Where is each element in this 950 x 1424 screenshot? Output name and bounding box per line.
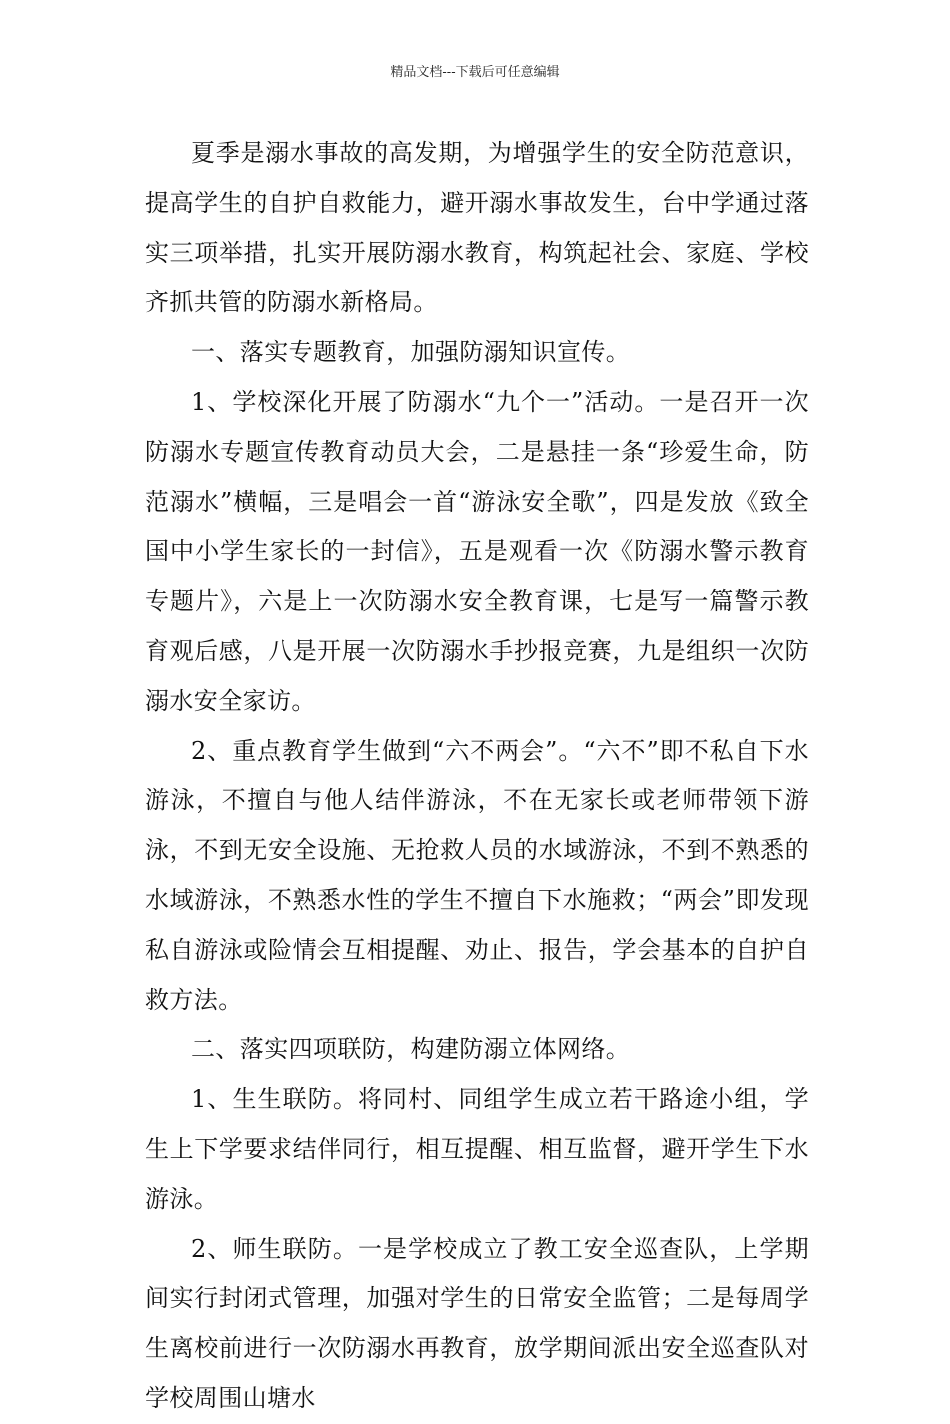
paragraph-2-2: 2、师生联防。一是学校成立了教工安全巡查队，上学期间实行封闭式管理，加强对学生的日常安全监管；二是每周学生离校前进行一次防溺水再教育，放学期间派出安全巡查队对学校周围山塘水: [145, 1234, 809, 1412]
paragraph-1-1: 1、学校深化开展了防溺水“九个一”活动。一是召开一次防溺水专题宣传教育动员大会，二是悬挂一条“珍爱生命，防范溺水”横幅，三是唱会一首“游泳安全歌”，四是发放《致全国中小学生家长的一封信》，五是观看一次《防溺水警示教育专题片》，六是上一次防溺水安全教育课，七是写一篇警示教育观后感，八是开展一次防溺水手抄报竞赛，九是组织一次防溺水安全家访。: [145, 387, 809, 715]
paragraph-intro: 夏季是溺水事故的高发期，为增强学生的安全防范意识，提高学生的自护自救能力，避开溺水事故发生，台中学通过落实三项举措，扎实开展防溺水教育，构筑起社会、家庭、学校齐抓共管的防溺水新格局。: [145, 139, 809, 317]
section-heading-1: 一、落实专题教育，加强防溺知识宣传。: [191, 338, 631, 367]
paragraph-1-2: 2、重点教育学生做到“六不两会”。“六不”即不私自下水游泳，不擅自与他人结伴游泳，不在无家长或老师带领下游泳，不到无安全设施、无抢救人员的水域游泳，不到不熟悉的水域游泳，不熟悉水性的学生不擅自下水施救；“两会”即发现私自游泳或险情会互相提醒、劝止、报告，学会基本的自护自救方法。: [145, 736, 809, 1014]
paragraph-2-1: 1、生生联防。将同村、同组学生成立若干路途小组，学生上下学要求结伴同行，相互提醒、相互监督，避开学生下水游泳。: [145, 1085, 809, 1213]
section-heading-2: 二、落实四项联防，构建防溺立体网络。: [191, 1035, 631, 1064]
page-header: 精品文档---下载后可任意编辑: [390, 65, 560, 80]
document-body: [145, 129, 809, 1424]
